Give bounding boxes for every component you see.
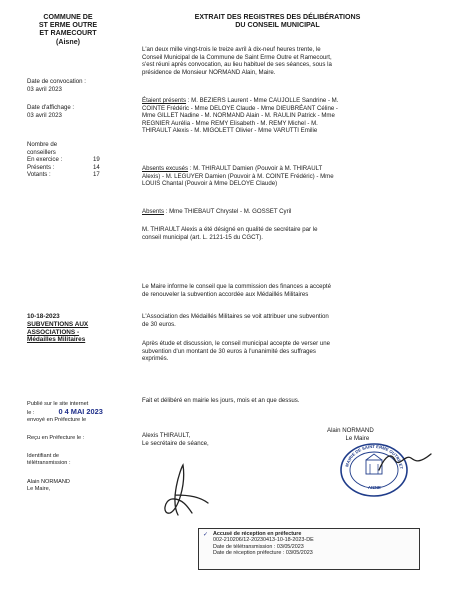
presents-paragraph: [142, 97, 338, 135]
convocation-label: Date de convocation :: [27, 78, 86, 85]
intro-line: s'est réuni après convocation, au lieu habituel de ses séances, sous la: [142, 61, 332, 69]
check-icon: ✓: [203, 532, 209, 538]
body-line: Après étude et discussion, le conseil municipal accepte de verser une: [142, 340, 330, 347]
document-title: [165, 13, 390, 29]
secretary-line: M. THIRAULT Alexis a été désigné en qualité de secrétaire par le: [142, 226, 318, 233]
secretary-signature: [150, 455, 220, 525]
absents-excuses-line: LOUIS Chantal (Pouvoir à Mme DELOYE Claude): [142, 180, 278, 188]
secretary-signature-block: [142, 432, 209, 447]
publication-info: [27, 401, 103, 424]
secretary-paragraph: [142, 226, 317, 241]
accuse-line-1: Accusé de réception en préfecture: [213, 531, 302, 537]
intro-paragraph: [142, 46, 332, 76]
absents-excuses-line: : M. THIRAULT Damien (Pouvoir à M. THIRAULT: [188, 165, 323, 172]
affichage-label: Date d'affichage :: [27, 104, 75, 111]
publie-line-2: le :: [27, 410, 35, 416]
body-line: Le Maire informe le conseil que la commission des finances a accepté: [142, 283, 332, 290]
accuse-line-2: 002-210206/12-20230413-10-18-2023-DE: [213, 537, 314, 544]
commune-line-4: (Aisne): [55, 37, 81, 46]
presents-label: Étaient présents: [142, 97, 187, 104]
commune-line-3: ET RAMECOURT: [39, 29, 97, 38]
affichage-date: 03 avril 2023: [27, 111, 62, 119]
body-paragraph-2: [142, 313, 329, 328]
commune-line-1: COMMUNE DE: [43, 13, 93, 21]
exercice-label: En exercice :: [27, 156, 63, 164]
maire-name: Alain NORMAND: [327, 427, 374, 434]
recu-line: Reçu en Préfecture le :: [27, 435, 85, 441]
title-line-1: EXTRAIT DES REGISTRES DES DÉLIBÉRATIONS: [194, 13, 361, 21]
accuse-line-3: Date de télétransmission : 03/05/2023: [213, 543, 304, 550]
absents-excuses-paragraph: [142, 165, 334, 188]
absents-text: : Mme THIEBAUT Chrystel - M. GOSSET Cyril: [164, 208, 292, 215]
deliberation-number: 10-18-2023: [27, 313, 60, 320]
publication-date-stamp: 0 4 MAI 2023: [58, 407, 103, 416]
body-line: de 30 euros.: [142, 320, 176, 328]
body-line: subvention d'un montant de 30 euros à l'unanimité des suffrages: [142, 347, 316, 355]
teletransmission-info: [27, 453, 71, 467]
intro-line: Conseil Municipal de la Commune de Saint Erme Outre et Ramecourt,: [142, 53, 332, 61]
deliberation-subject: [27, 313, 88, 344]
accuse-reception-stamp: [198, 528, 420, 570]
body-line: de renouveler la subvention accordée aux Médaillés Militaires: [142, 290, 309, 298]
presents-line: THIRAULT Alexis - M. MIGOLETT Olivier - Mme VARUTTI Emilie: [142, 127, 318, 135]
presents-line: COINTE Frédéric - Mme DELOYE Claude - Mme DIEUBRÉANT Céline -: [142, 104, 338, 112]
body-paragraph-1: [142, 283, 331, 298]
absents-label: Absents: [142, 208, 165, 215]
body-line: L'Association des Médaillés Militaires se voit attribuer une subvention: [142, 313, 329, 320]
presents-value: 14: [93, 163, 100, 171]
votants-value: 17: [93, 171, 100, 179]
absents-paragraph: [142, 208, 291, 216]
teletransmission-line-2: télétransmission :: [27, 460, 71, 466]
maire-signature: [375, 448, 435, 478]
intro-line: présidence de Monsieur NORMAND Alain, Maire.: [142, 68, 276, 76]
absents-excuses-label: Absents excusés: [142, 165, 189, 172]
accuse-line-4: Date de réception préfecture : 03/05/2023: [213, 550, 313, 557]
title-line-2: DU CONSEIL MUNICIPAL: [235, 21, 320, 30]
maire-title: Le Maire: [345, 434, 370, 442]
convocation-info: [27, 78, 86, 93]
intro-line: L'an deux mille vingt-trois le treize avril à dix-neuf heures trente, le: [142, 46, 321, 53]
presents-label: Présents :: [27, 163, 55, 171]
seal-bottom-text: AISNE: [368, 485, 381, 490]
footer-maire-title: Le Maire,: [27, 486, 51, 492]
affichage-info: [27, 104, 74, 119]
subject-line-1: SUBVENTIONS AUX: [27, 320, 89, 328]
body-line: exprimés.: [142, 355, 169, 363]
presents-line: : M. BEZIERS Laurent - Mme CAUJOLLE Sandrine - M.: [186, 97, 339, 104]
nombre-line-2: conseillers: [27, 148, 56, 156]
commune-line-2: ST ERME OUTRE: [38, 21, 98, 30]
seal-ring-text: MAIRIE DE SAINT ERME OUTRE ET: [344, 443, 405, 470]
subject-line-2: ASSOCIATIONS -: [27, 328, 80, 336]
envoye-line: envoyé en Préfecture le: [27, 417, 87, 423]
secretary-title: Le secrétaire de séance,: [142, 439, 209, 447]
secretary-name: Alexis THIRAULT,: [142, 432, 191, 439]
exercice-value: 19: [93, 156, 100, 164]
teletransmission-line-1: Identifiant de: [27, 453, 60, 459]
subject-line-3: Médailles Militaires: [27, 336, 86, 344]
presents-line: Mme GILLET Nadine - M. NORMAND Alain - M. RAULIN Patrick - Mme: [142, 112, 335, 120]
footer-maire: [27, 479, 70, 493]
body-paragraph-3: [142, 340, 330, 363]
absents-excuses-line: Alexis) - M. LEGUYER Damien (Pouvoir à M. COINTE Frédéric) - Mme: [142, 172, 334, 180]
footer-maire-name: Alain NORMAND: [27, 479, 70, 485]
secretary-line: conseil municipal (art. L. 2121-15 du CGCT).: [142, 233, 263, 241]
commune-block: [24, 13, 112, 46]
presents-line: REGNIER Aurélia - Mme REMY Elisabeth - M. REMY Michel - M.: [142, 119, 318, 127]
convocation-date: 03 avril 2023: [27, 85, 62, 93]
nombre-line-1: Nombre de: [27, 141, 58, 148]
closing-line: Fait et délibéré en mairie les jours, mois et an que dessus.: [142, 397, 300, 404]
votants-label: Votants :: [27, 171, 51, 179]
conseillers-count: [27, 141, 123, 179]
publie-line-1: Publié sur le site internet: [27, 401, 89, 407]
